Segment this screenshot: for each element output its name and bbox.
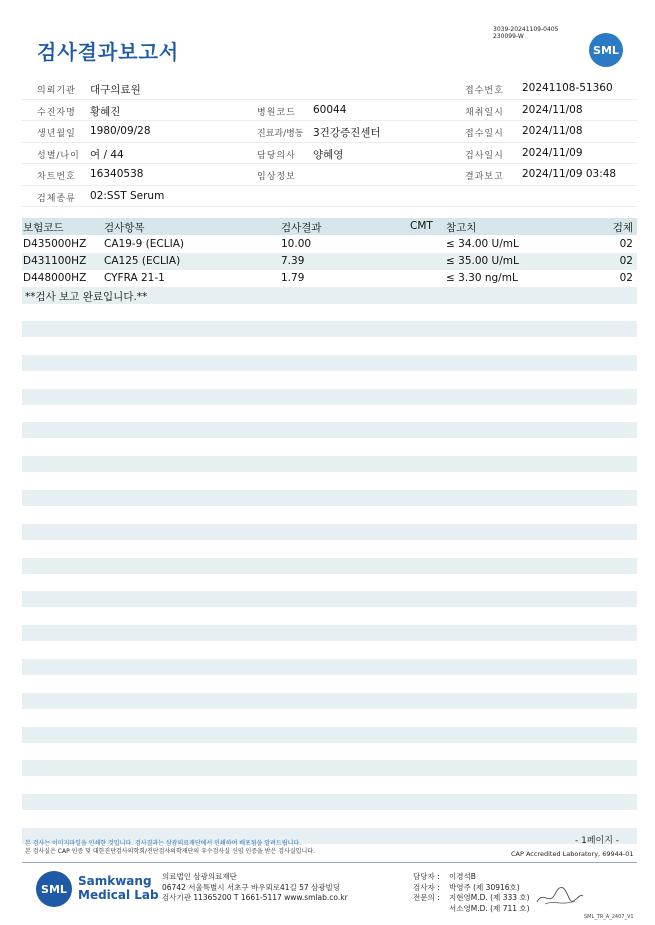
institution-label: 의뢰기관 xyxy=(37,86,76,96)
staff-row xyxy=(413,904,530,915)
org-line: 의료법인 삼광의료재단 xyxy=(162,872,237,881)
sml-logo: SML xyxy=(589,33,623,67)
footer-notice-image: 본 검사는 이미지파일을 인쇄한 것입니다. 검사결과는 삼광의료재단에서 인쇄하여 배포됨을 알려드립니다. xyxy=(25,840,302,847)
empty-row-stripe xyxy=(22,727,637,743)
specimen-value: 02:SST Serum xyxy=(90,189,165,202)
document-id-line: 3039-20241109-0405 xyxy=(493,26,559,33)
empty-row-stripe xyxy=(22,558,637,574)
received-label: 접수일시 xyxy=(465,129,504,139)
form-code: SML_TR_A_2407_V1 xyxy=(584,914,634,920)
reported-value: 2024/11/09 03:48 xyxy=(522,168,617,180)
table-row xyxy=(22,236,637,253)
doctor-value: 양혜영 xyxy=(313,148,344,161)
samkwang-name-line: Medical Lab xyxy=(78,888,159,902)
staff-name: 박영주 (제 30916호) xyxy=(449,882,520,892)
chart-value: 16340538 xyxy=(90,168,144,180)
staff-role: 검사자 : xyxy=(413,882,440,892)
results-table-header xyxy=(22,218,637,235)
empty-row-stripe xyxy=(22,524,637,540)
info-row xyxy=(22,78,637,100)
footer-notice-cap: 본 검사실은 CAP 인증 및 대한진단검사의학회/진단검사의학재단의 우수검사실 신임 인증을 받은 검사실입니다. xyxy=(25,848,315,855)
org-line: 06742 서울특별시 서초구 바우뫼로41길 57 삼광빌딩 xyxy=(162,882,341,892)
tested-value: 2024/11/09 xyxy=(522,146,583,159)
hospital-code-label: 병원코드 xyxy=(257,107,296,118)
row-ref: ≤ 34.00 U/mL xyxy=(446,238,519,250)
empty-row-stripe xyxy=(22,355,637,371)
institution-value: 대구의료원 xyxy=(90,84,141,96)
row-specimen: 02 xyxy=(619,272,633,284)
cap-accreditation: CAP Accredited Laboratory, 69944-01 xyxy=(511,850,634,858)
header-result: 검사결과 xyxy=(281,222,322,234)
row-result: 10.00 xyxy=(281,238,312,250)
patient-info-section xyxy=(22,78,637,207)
report-complete-note: **검사 보고 완료입니다.** xyxy=(25,291,148,303)
info-row xyxy=(22,186,637,208)
reported-label: 결과보고 xyxy=(465,172,504,182)
document-id-line: 230099-W xyxy=(493,33,524,40)
empty-row-stripe xyxy=(22,422,637,438)
row-result: 7.39 xyxy=(281,255,305,267)
row-specimen: 02 xyxy=(619,255,633,267)
row-item: CA19-9 (ECLIA) xyxy=(104,238,184,250)
accession-label: 접수번호 xyxy=(465,86,504,96)
patient-label: 수진자명 xyxy=(37,107,76,118)
dob-value: 1980/09/28 xyxy=(90,125,151,137)
specimen-label: 검체종류 xyxy=(37,193,76,204)
empty-row-stripe xyxy=(22,693,637,709)
staff-row xyxy=(413,893,530,904)
empty-row-stripe xyxy=(22,794,637,810)
staff-name: 이경석B xyxy=(449,872,476,881)
empty-row-stripe xyxy=(22,456,637,472)
received-value: 2024/11/08 xyxy=(522,125,583,137)
sex-age-label: 성별/나이 xyxy=(37,150,80,161)
row-code: D435000HZ xyxy=(23,238,87,250)
samkwang-logo: SML xyxy=(36,871,72,907)
report-title: 검사결과보고서 xyxy=(37,40,180,64)
empty-row-stripe xyxy=(22,321,637,337)
info-row xyxy=(22,100,637,122)
footer-notice xyxy=(25,840,315,856)
empty-row-stripe xyxy=(22,625,637,641)
footer-divider xyxy=(22,862,637,863)
staff-list xyxy=(413,872,530,914)
chart-label: 차트번호 xyxy=(37,172,76,182)
empty-row-stripe xyxy=(22,760,637,776)
collection-value: 2024/11/08 xyxy=(522,103,583,116)
staff-name: 지현영M.D. (제 333 호) xyxy=(449,893,530,902)
dob-label: 생년월일 xyxy=(37,129,76,139)
table-end-note-row xyxy=(22,287,637,304)
samkwang-name xyxy=(78,874,159,902)
document-id xyxy=(493,26,558,40)
staff-name: 서소영M.D. (제 711 호) xyxy=(449,903,530,913)
info-row xyxy=(22,164,637,186)
staff-role: 담당자 : xyxy=(413,872,440,881)
doctor-label: 담당의사 xyxy=(257,150,296,161)
row-ref: ≤ 3.30 ng/mL xyxy=(446,272,518,284)
dept-value: 3건강증진센터 xyxy=(313,127,381,139)
row-item: CYFRA 21-1 xyxy=(104,272,165,284)
staff-row xyxy=(413,872,530,883)
info-row xyxy=(22,121,637,143)
header-ref: 참고치 xyxy=(446,222,477,234)
samkwang-name-line: Samkwang xyxy=(78,874,152,888)
clinical-label: 임상정보 xyxy=(257,172,296,182)
signature-icon xyxy=(535,884,585,910)
row-code: D448000HZ xyxy=(23,272,87,284)
info-row xyxy=(22,143,637,165)
row-specimen: 02 xyxy=(619,238,633,250)
row-code: D431100HZ xyxy=(23,255,87,267)
empty-row-stripe xyxy=(22,490,637,506)
empty-row-stripe xyxy=(22,591,637,607)
collection-label: 채취일시 xyxy=(465,107,504,118)
header-specimen: 검체 xyxy=(612,222,633,234)
header-item: 검사항목 xyxy=(104,222,145,234)
staff-row xyxy=(413,883,530,894)
page-number: - 1페이지 - xyxy=(575,836,620,846)
empty-row-stripe xyxy=(22,389,637,405)
table-row xyxy=(22,253,637,270)
sex-age-value: 여 / 44 xyxy=(90,148,124,161)
row-item: CA125 (ECLIA) xyxy=(104,255,181,267)
staff-role: 전문의 : xyxy=(413,893,440,902)
header-code: 보험코드 xyxy=(23,222,64,234)
accession-value: 20241108-51360 xyxy=(522,82,613,94)
table-row xyxy=(22,270,637,287)
header-cmt: CMT xyxy=(410,220,433,232)
dept-label: 진료과/병동 xyxy=(257,129,304,139)
org-line: 검사기관 11365200 T 1661-5117 www.smlab.co.kr xyxy=(162,893,348,902)
empty-row-stripe xyxy=(22,659,637,675)
organization-info xyxy=(162,872,348,904)
row-ref: ≤ 35.00 U/mL xyxy=(446,255,519,267)
patient-value: 황혜진 xyxy=(90,105,121,118)
row-result: 1.79 xyxy=(281,272,305,284)
tested-label: 검사일시 xyxy=(465,150,504,161)
hospital-code-value: 60044 xyxy=(313,103,347,116)
